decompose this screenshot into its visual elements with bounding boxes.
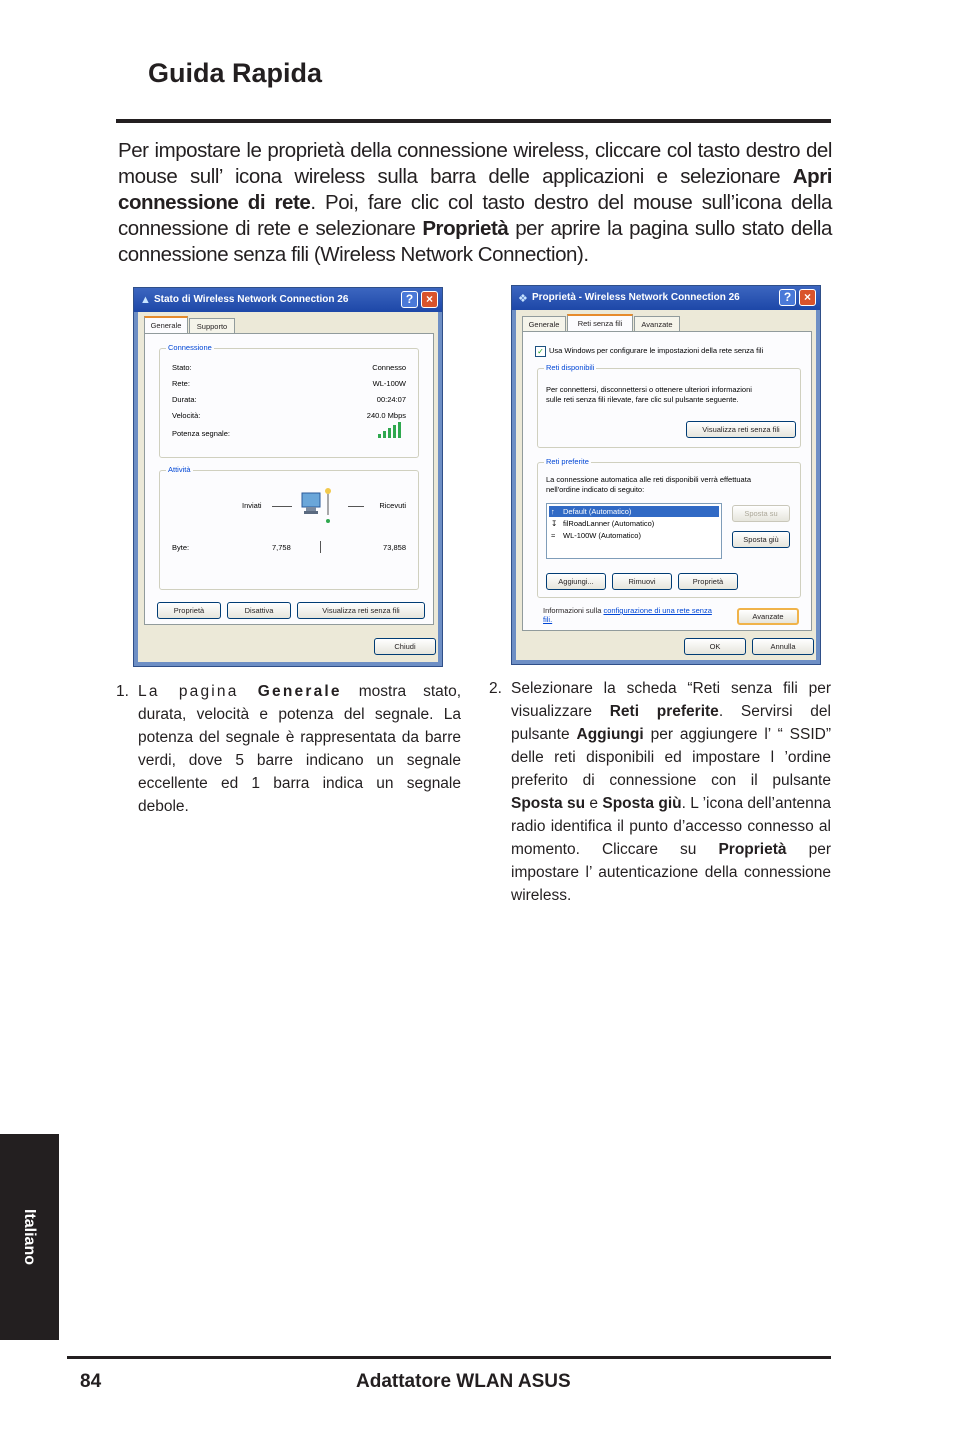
caption-text: La pagina (138, 683, 258, 700)
activity-group (159, 465, 419, 590)
bytes-label: Byte: (172, 543, 190, 552)
received-label: Ricevuti (379, 501, 406, 510)
wireless-network-icon: ▲ (140, 294, 151, 306)
info-text (543, 606, 723, 624)
properties-dialog-title: Proprietà - Wireless Network Connection 26 (532, 292, 740, 303)
language-label: Italiano (21, 1208, 38, 1266)
properties-dialog-titlebar (512, 286, 820, 310)
add-button[interactable]: Aggiungi... (546, 573, 606, 590)
available-text-1: Per connettersi, disconnettersi o ottenere ulteriori informazioni (546, 385, 752, 394)
general-panel (144, 333, 434, 625)
status-dialog-screenshot (133, 287, 443, 667)
move-down-button[interactable]: Sposta giù (732, 531, 790, 548)
page-title: Guida Rapida (148, 58, 323, 88)
close-icon[interactable]: × (421, 291, 438, 308)
intro-bold-properties: Proprietà (422, 217, 509, 240)
caption-text: mostra stato, durata, velocità e potenza del segnale. La potenza del segnale è rappresentata da barre verdi, dove 5 barre indicano un segnale eccellente ed 1 barra indica un segnale debole. (138, 683, 461, 815)
use-windows-checkbox[interactable]: ✓ (535, 346, 546, 357)
network-value: WL-100W (372, 379, 406, 388)
properties-button[interactable]: Proprietà (678, 573, 738, 590)
connection-group (159, 343, 419, 458)
preferred-text-2: nell'ordine indicato di seguito: (546, 485, 645, 494)
antenna-icon: ↑ (551, 507, 555, 516)
caption-bold-aggiungi: Aggiungi (576, 726, 644, 743)
activity-group-label: Attività (168, 465, 191, 474)
properties-dialog-screenshot (511, 285, 821, 665)
caption-text: . L ’icona dell’antenna radio identifica il punto d’accesso connesso al momento. Cliccare su (511, 795, 832, 858)
caption-bold-reti-preferite: Reti preferite (609, 703, 719, 720)
properties-dialog-body (516, 310, 816, 660)
caption-text: Selezionare la scheda “Reti senza fili per visualizzare (511, 680, 831, 720)
bytes-divider (320, 541, 321, 553)
speed-label: Velocità: (172, 411, 201, 420)
bytes-received: 73,858 (383, 543, 406, 552)
sent-line (272, 506, 292, 507)
bytes-sent: 7,758 (272, 543, 291, 552)
close-button[interactable]: Chiudi (374, 638, 436, 655)
network-name[interactable]: filRoadLanner (Automatico) (563, 519, 655, 528)
caption-2 (489, 677, 832, 907)
connection-group-label: Connessione (168, 343, 212, 352)
preferred-networks-list[interactable] (546, 503, 722, 559)
caption-bold-sposta-su: Sposta su (511, 795, 586, 812)
status-dialog-titlebar (134, 288, 442, 312)
signal-label: Potenza segnale: (172, 429, 230, 438)
caption-bold-sposta-giu: Sposta giù (602, 795, 682, 812)
preferred-text-1: La connessione automatica alle reti disponibili verrà effettuata (546, 475, 751, 484)
status-dialog-body (138, 312, 438, 662)
footer-divider (67, 1356, 831, 1359)
help-icon[interactable]: ? (779, 289, 796, 306)
network-icon: ≈ (551, 531, 556, 540)
available-networks-label: Reti disponibili (546, 363, 595, 372)
tab-reti-senza-fili[interactable]: Reti senza fili (567, 314, 633, 332)
network-name: Default (Automatico) (563, 507, 632, 516)
caption-bold-proprieta: Proprietà (718, 841, 787, 858)
network-connection-icon: ❖ (518, 293, 528, 305)
intro-text: Per impostare le proprietà della connessione wireless, cliccare col tasto destro del mouse sull’ icona wireless sulla barra delle applicazioni e selezionare (118, 139, 832, 188)
info-prefix: Informazioni sulla (543, 606, 604, 615)
cancel-button[interactable]: Annulla (752, 638, 814, 655)
duration-label: Durata: (172, 395, 197, 404)
caption-1 (116, 680, 461, 818)
available-text-2: sulle reti senza fili rilevate, fare clic sul pulsante seguente. (546, 395, 739, 404)
use-windows-label: Usa Windows per configurare le impostazioni della rete senza fili (549, 346, 764, 355)
tab-avanzate[interactable]: Avanzate (634, 316, 680, 331)
wireless-networks-panel (522, 331, 812, 631)
caption-text: per impostare l’ autenticazione della connessione wireless. (511, 841, 831, 904)
advanced-button[interactable]: Avanzate (737, 608, 799, 625)
view-wireless-networks-button[interactable]: Visualizza reti senza fili (686, 421, 796, 438)
footer-title: Adattatore WLAN ASUS (356, 1371, 571, 1392)
help-icon[interactable]: ? (401, 291, 418, 308)
remove-button[interactable]: Rimuovi (612, 573, 672, 590)
close-icon[interactable]: × (799, 289, 816, 306)
list-item-selected[interactable] (549, 506, 719, 517)
network-icon: ↧ (551, 519, 558, 528)
received-line (348, 506, 364, 507)
caption-1-number: 1. (116, 683, 129, 700)
network-label: Rete: (172, 379, 190, 388)
view-wireless-networks-button[interactable]: Visualizza reti senza fili (297, 602, 425, 619)
intro-paragraph (118, 138, 832, 268)
caption-bold-generale: Generale (257, 683, 342, 700)
disable-button[interactable]: Disattiva (227, 602, 291, 619)
tab-generale[interactable]: Generale (144, 316, 188, 334)
title-divider (116, 119, 831, 123)
intro-text: per aprire la pagina sullo stato della connessione senza fili (Wireless Network Connection). (118, 217, 832, 266)
properties-button[interactable]: Proprietà (157, 602, 221, 619)
tab-supporto[interactable]: Supporto (189, 318, 235, 333)
tab-generale[interactable]: Generale (522, 316, 566, 331)
language-side-tab (0, 1134, 59, 1340)
preferred-networks-group (537, 457, 801, 598)
speed-value: 240.0 Mbps (366, 411, 406, 420)
duration-value: 00:24:07 (376, 395, 406, 404)
ok-button[interactable]: OK (684, 638, 746, 655)
info-link[interactable]: configurazione di una rete senza fili. (543, 606, 712, 624)
available-networks-group (537, 363, 801, 448)
intro-bold-open-connection: Apri connessione di rete (118, 165, 832, 214)
network-name[interactable]: WL-100W (Automatico) (563, 531, 641, 540)
network-activity-icon (298, 485, 346, 529)
caption-text: e (585, 795, 603, 812)
status-dialog-title: Stato di Wireless Network Connection 26 (154, 294, 349, 305)
preferred-networks-label: Reti preferite (546, 457, 589, 466)
signal-strength-icon (378, 421, 404, 439)
intro-text: . Poi, fare clic col tasto destro del mouse sull’icona della connessione di rete e selezionare (118, 191, 832, 240)
caption-2-number: 2. (489, 680, 502, 697)
page-number: 84 (80, 1371, 102, 1392)
sent-label: Inviati (242, 501, 262, 510)
move-up-button[interactable]: Sposta su (732, 505, 790, 522)
caption-text: . Servirsi del pulsante (511, 703, 831, 743)
status-value: Connesso (372, 363, 406, 372)
caption-text: per aggiungere l’ “ SSID” delle reti disponibili ed impostare l ’ordine preferito di connessione con il pulsante (511, 726, 831, 789)
status-label: Stato: (172, 363, 192, 372)
